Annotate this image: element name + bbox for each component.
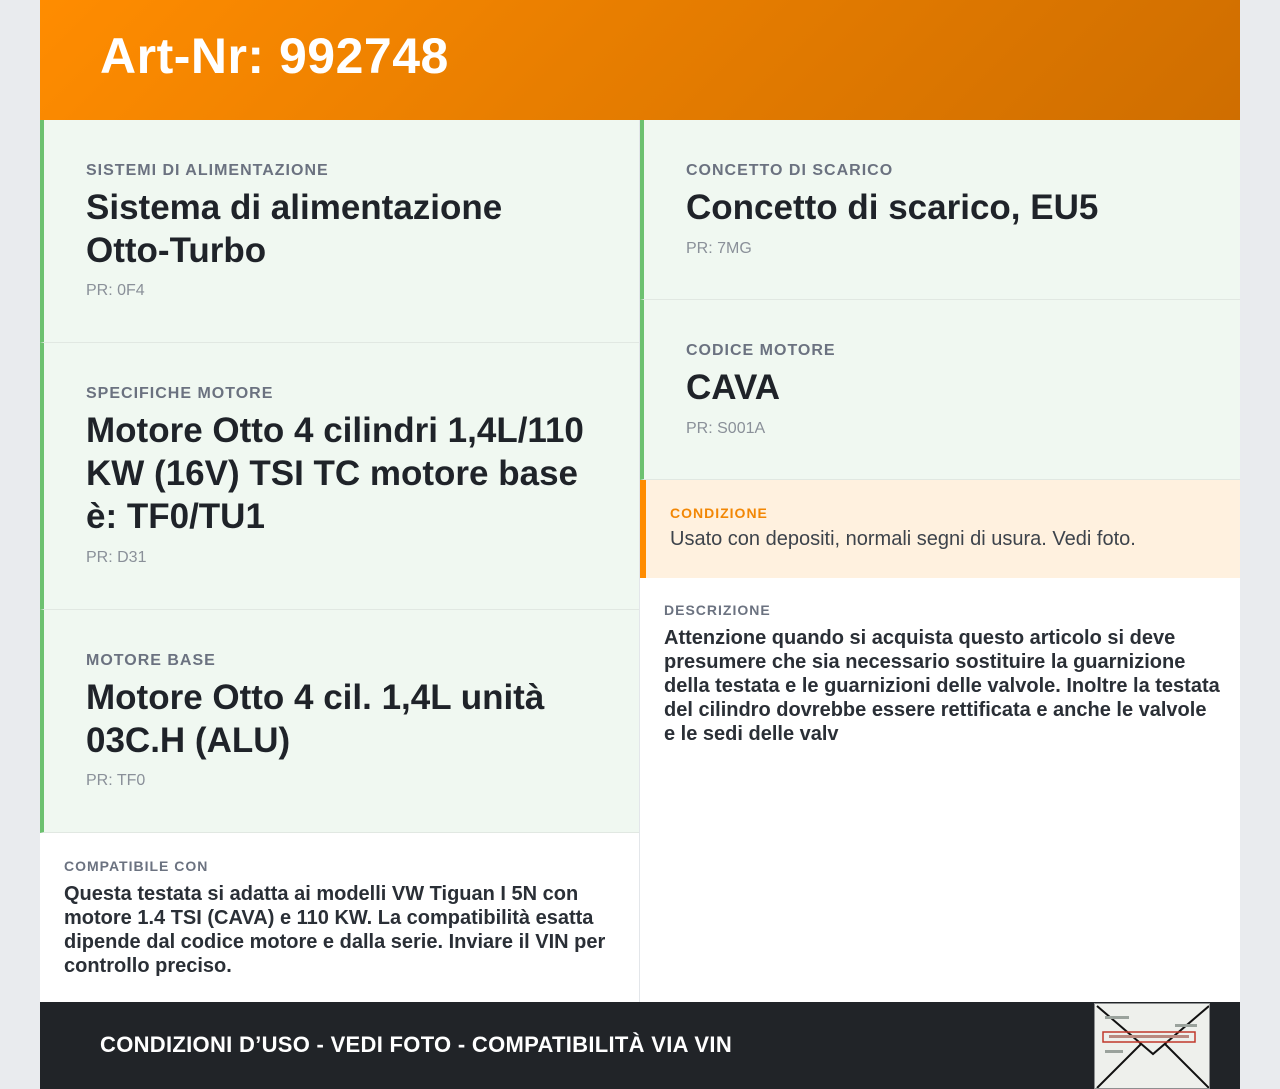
spec-label: SISTEMI DI ALIMENTAZIONE [86,162,329,179]
spec-engine-specs [40,343,639,610]
description-label: DESCRIZIONE [664,602,771,618]
spec-exhaust-concept [640,120,1240,300]
spec-pr-code: PR: 7MG [686,240,752,257]
compatibility-text: Questa testata si adatta ai modelli VW Tiguan I 5N con motore 1.4 TSI (CAVA) e 110 KW. La compatibilità esatta dipende dal codice motore e dalla serie. Inviare il VIN per controllo preciso. [64,883,606,977]
product-card [40,0,1240,1089]
header-banner [40,0,1240,120]
spec-label: CONCETTO DI SCARICO [686,162,894,179]
condition-label: CONDIZIONE [670,505,768,521]
vehicle-document-thumbnail-icon[interactable] [1094,1003,1210,1089]
footer-bar [40,1002,1240,1089]
spec-value: Motore Otto 4 cil. 1,4L unità 03C.H (ALU) [86,678,545,760]
description-text: Attenzione quando si acquista questo articolo si deve presumere che sia necessario sostituire la guarnizione della testata e le guarnizioni delle valvole. Inoltre la testata del cilindro dovrebbe essere rettificata e anche le valvole e le sedi delle valv [664,627,1220,745]
spec-value: CAVA [686,368,780,407]
footer-text: CONDIZIONI D’USO - VEDI FOTO - COMPATIBILITÀ VIA VIN [100,1032,733,1057]
left-column [40,120,639,1002]
spec-fuel-system [40,120,639,343]
compatibility-label: COMPATIBILE CON [64,858,209,874]
spec-value: Motore Otto 4 cilindri 1,4L/110 KW (16V) TSI TC motore base è: TF0/TU1 [86,411,584,536]
right-column [640,120,1240,1002]
spec-value: Concetto di scarico, EU5 [686,188,1099,227]
spec-engine-code [640,300,1240,480]
condition-notice [640,480,1240,578]
spec-pr-code: PR: S001A [686,420,766,437]
article-number-title: Art-Nr: 992748 [100,28,449,84]
compatibility-block [64,858,624,978]
spec-base-engine [40,610,639,833]
spec-label: MOTORE BASE [86,652,216,669]
description-block [664,602,1220,746]
condition-text: Usato con depositi, normali segni di usura. Vedi foto. [670,528,1136,550]
spec-pr-code: PR: 0F4 [86,282,145,299]
spec-label: SPECIFICHE MOTORE [86,385,274,402]
spec-label: CODICE MOTORE [686,342,836,359]
spec-pr-code: PR: TF0 [86,772,146,789]
spec-value: Sistema di alimentazione Otto-Turbo [86,188,503,270]
spec-pr-code: PR: D31 [86,549,147,566]
